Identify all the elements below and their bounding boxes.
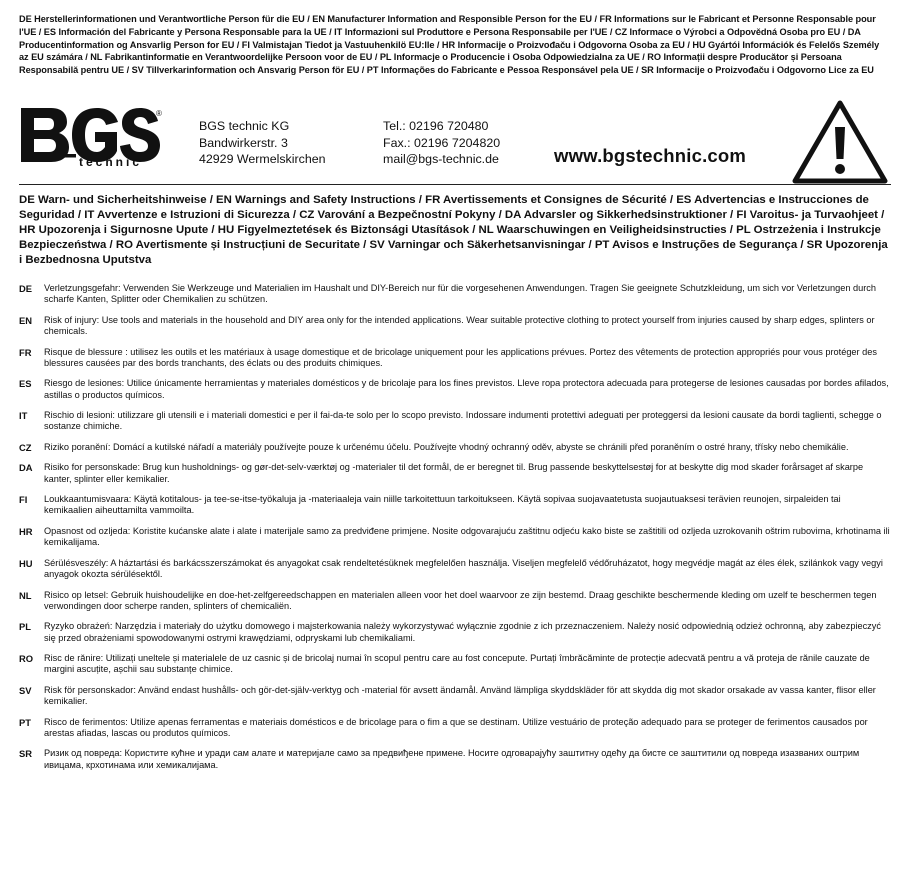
- safety-entries: [19, 283, 891, 780]
- safety-entry: [19, 526, 891, 549]
- safety-heading: DE Warn- und Sicherheitshinweise / EN Warnings and Safety Instructions / FR Avertissements et Consignes de Sécurité / ES Advertencias e Instrucciones de Seguridad / IT Avvertenze e Istruzioni di Sicurezza / CZ Varování a Bezpečnostní Pokyny / DA Advarsler og Sikkerhedsinstruktioner / FI Varoitus- ja Turvaohjeet / HR Upozorenja i Sigurnosne Upute / HU Figyelmeztetések és Biztonsági Utasítások / NL Waarschuwingen en Veiligheidsinstructies / PL Ostrzeżenia i Instrukcje Bezpieczeństwa / RO Avertismente și Instrucțiuni de Securitate / SV Varningar och Säkerhetsanvisningar / PT Avisos e Instruções de Segurança / SR Upozorenja i Bezbednosna Uputstva: [19, 194, 888, 266]
- safety-entry: [19, 410, 891, 433]
- language-code: HR: [19, 525, 33, 537]
- safety-entry-text: Riesgo de lesiones: Utilice únicamente herramientas y materiales domésticos y de bricolaje para los fines previstos. Lleve ropa protectora adecuada para protegerse de lesiones causadas por bordes afilados, astillas o productos químicos.: [44, 378, 889, 400]
- language-code: IT: [19, 410, 28, 422]
- language-code: DA: [19, 462, 33, 474]
- language-code: FR: [19, 346, 32, 358]
- safety-entry: [19, 717, 891, 740]
- safety-entry-text: Risk för personskador: Använd endast hushålls- och gör-det-själv-verktyg och -material för avsett ändamål. Använd lämpliga skyddskläder för att skydda dig mot skador orsakade av vassa kanter, flisor eller kemikalier.: [44, 684, 876, 707]
- company-street: Bandwirkerstr. 3: [199, 135, 288, 150]
- language-code: PT: [19, 716, 31, 728]
- company-name: BGS technic KG: [199, 119, 290, 133]
- manufacturer-info-heading: DE Herstellerinformationen und Verantwortliche Person für die EU / EN Manufacturer Information and Responsible Person for the EU / FR Informations sur le Fabricant et Personne Responsable pour l'UE / ES Información del Fabricante y Persona Responsable para la UE / IT Informazioni sul Produttore e Persona Responsabile per l'UE / CZ Informace o Výrobci a Odpovědná Osoba pro EU / DA Producentinformation og Ansvarlig Person for EU / FI Valmistajan Tiedot ja Vastuuhenkilö EU:lle / HR Informacije o Proizvođaču i Odgovorna Osoba za EU / HU Gyártói Információk és Felelős Személy az EU számára / NL Fabrikantinformatie en Verantwoordelijke Persoon voor de EU / PL Informacje o Producencie i Osoba Odpowiedzialna za UE / RO Informații despre Producător și Persoana Responsabilă pentru UE / SV Tillverkarinformation och Ansvarig Person för EU / PT Informações do Fabricante e Pessoa Responsável pela UE / SR Informacije o Proizvođaču i Odgovorno Lice za EU: [19, 14, 880, 76]
- bgs-technic-logo: [19, 104, 164, 168]
- company-address: [199, 118, 326, 168]
- safety-entry: [19, 685, 891, 708]
- logo-subtext: technic: [79, 155, 143, 168]
- safety-entry-text: Risiko for personskade: Brug kun husholdnings- og gør-det-selv-værktøj og -materialer til det formål, de er beregnet til. Brug passende beskyttelsestøj for at beskytte dig mod skader forårsaget af skarpe kanter, splinter eller kemikalier.: [44, 462, 864, 484]
- email-address: mail@bgs-technic.de: [383, 152, 499, 166]
- safety-entry-text: Risico op letsel: Gebruik huishoudelijke en doe-het-zelfgereedschappen en materialen alleen voor het doel waarvoor ze zijn bestemd. Draag geschikte beschermende kleding om uzelf te beschermen tegen verwondingen door scherpe randen, splinters of chemicaliën.: [44, 589, 877, 611]
- safety-entry-text: Sérülésveszély: A háztartási és barkácsszerszámokat és anyagokat csak rendeltetésüknek megfelelően használja. Viseljen megfelelő védőruházatot, hogy megvédje magát az éles élek, szilánkok vagy vegyi anyagok okozta sérülésektől.: [44, 557, 883, 580]
- company-city: 42929 Wermelskirchen: [199, 152, 326, 166]
- language-code: RO: [19, 653, 34, 665]
- language-code: FI: [19, 494, 28, 506]
- safety-entry-text: Risco de ferimentos: Utilize apenas ferramentas e materiais domésticos e de bricolage para o fim a que se destinam. Utilize vestuário de proteção adequado para se proteger de ferimentos causados por arestas afiadas, lascas ou produtos químicos.: [44, 716, 868, 738]
- language-code: HU: [19, 557, 33, 569]
- safety-entry: [19, 621, 891, 644]
- safety-entry: [19, 315, 891, 338]
- section-divider: [19, 184, 891, 185]
- safety-entry-text: Risque de blessure : utilisez les outils et les matériaux à usage domestique et de bricolage uniquement pour les applications prévues. Portez des vêtements de protection appropriés pour vous protéger des blessures causées par des bords tranchants, des éclats ou des produits chimiques.: [44, 346, 877, 368]
- language-code: ES: [19, 378, 32, 390]
- safety-entry-text: Ризик од повреда: Користите кућне и уради сам алате и материјале само за предвиђене примене. Носите одговарајућу заштитну одећу да бисте се заштитили од повреда изазваних оштрим ивицама, крхотинама или хемикалијама.: [44, 748, 860, 770]
- safety-entry-text: Opasnost od ozljeda: Koristite kućanske alate i alate i materijale samo za predviđene primjene. Nosite odgovarajuću zaštitnu odjeću kako biste se zaštitili od ozljeda uzrokovanih oštrim rubovima, krhotinama ili kemikalijama.: [44, 525, 890, 548]
- safety-entry-text: Rischio di lesioni: utilizzare gli utensili e i materiali domestici e per il fai-da-te solo per lo scopo previsto. Indossare indumenti protettivi adeguati per proteggersi da lesioni causate da bordi taglienti, schegge o sostanze chimiche.: [44, 410, 882, 432]
- fax-number: Fax.: 02196 7204820: [383, 135, 501, 150]
- safety-entry: [19, 653, 891, 676]
- safety-entry: [19, 378, 891, 401]
- registered-mark: ®: [156, 109, 162, 118]
- safety-entry-text: Ryzyko obrażeń: Narzędzia i materiały do użytku domowego i majsterkowania należy wykorzystywać wyłącznie zgodnie z ich przeznaczeniem. Należy nosić odpowiednią odzież ochronną, aby zabezpieczyć się przed obrażeniami spowodowanymi ostrymi krawędziami, odpryskami lub chemikaliami.: [44, 621, 881, 643]
- company-block: [19, 104, 891, 184]
- safety-entry: [19, 748, 891, 771]
- language-code: SV: [19, 684, 32, 696]
- safety-entry-text: Loukkaantumisvaara: Käytä kotitalous- ja tee-se-itse-työkaluja ja -materiaaleja vain niille tarkoitettuun tarkoitukseen. Käytä sopivaa suojavaatetusta suojautuaksesi terävien reunojen, sirpaleiden tai kemikaalien aiheuttamilta vammoilta.: [44, 494, 841, 516]
- phone-number: Tel.: 02196 720480: [383, 119, 489, 133]
- website-url: www.bgstechnic.com: [554, 145, 747, 166]
- safety-entry-text: Risc de rănire: Utilizați uneltele și materialele de uz casnic și de bricolaj numai în scopul pentru care au fost concepute. Purtați îmbrăcăminte de protecție adecvată pentru a vă proteja de rănile cauzate de margini ascuțite, așchii sau substanțe chimice.: [44, 653, 870, 675]
- language-code: CZ: [19, 441, 32, 453]
- safety-entry-text: Verletzungsgefahr: Verwenden Sie Werkzeuge und Materialien im Haushalt und DIY-Bereich nur für die vorgesehenen Anwendungen. Tragen Sie geeignete Schutzkleidung, um sich vor Verletzungen durch scharfe Kanten, Splitter oder Chemikalien zu schützen.: [44, 283, 876, 305]
- language-code: NL: [19, 589, 32, 601]
- safety-entry: [19, 283, 891, 306]
- safety-entry: [19, 590, 891, 613]
- safety-entry: [19, 494, 891, 517]
- warning-triangle-icon: [792, 99, 888, 185]
- safety-entry: [19, 347, 891, 370]
- company-contact: [383, 118, 500, 168]
- language-code: PL: [19, 621, 31, 633]
- safety-entry: [19, 462, 891, 485]
- language-code: EN: [19, 314, 33, 326]
- language-code: SR: [19, 748, 33, 760]
- safety-entry: [19, 442, 891, 453]
- safety-entry: [19, 558, 891, 581]
- safety-entry-text: Riziko poranění: Domácí a kutilské nářadí a materiály používejte pouze k určenému účelu. Používejte vhodný ochranný oděv, abyste se chránili před poraněním o ostré hrany, třísky nebo chemikálie.: [44, 441, 849, 452]
- safety-entry-text: Risk of injury: Use tools and materials in the household and DIY area only for the intended applications. Wear suitable protective clothing to protect yourself from injuries caused by sharp edges, splinters or chemicals.: [44, 314, 875, 337]
- language-code: DE: [19, 283, 33, 294]
